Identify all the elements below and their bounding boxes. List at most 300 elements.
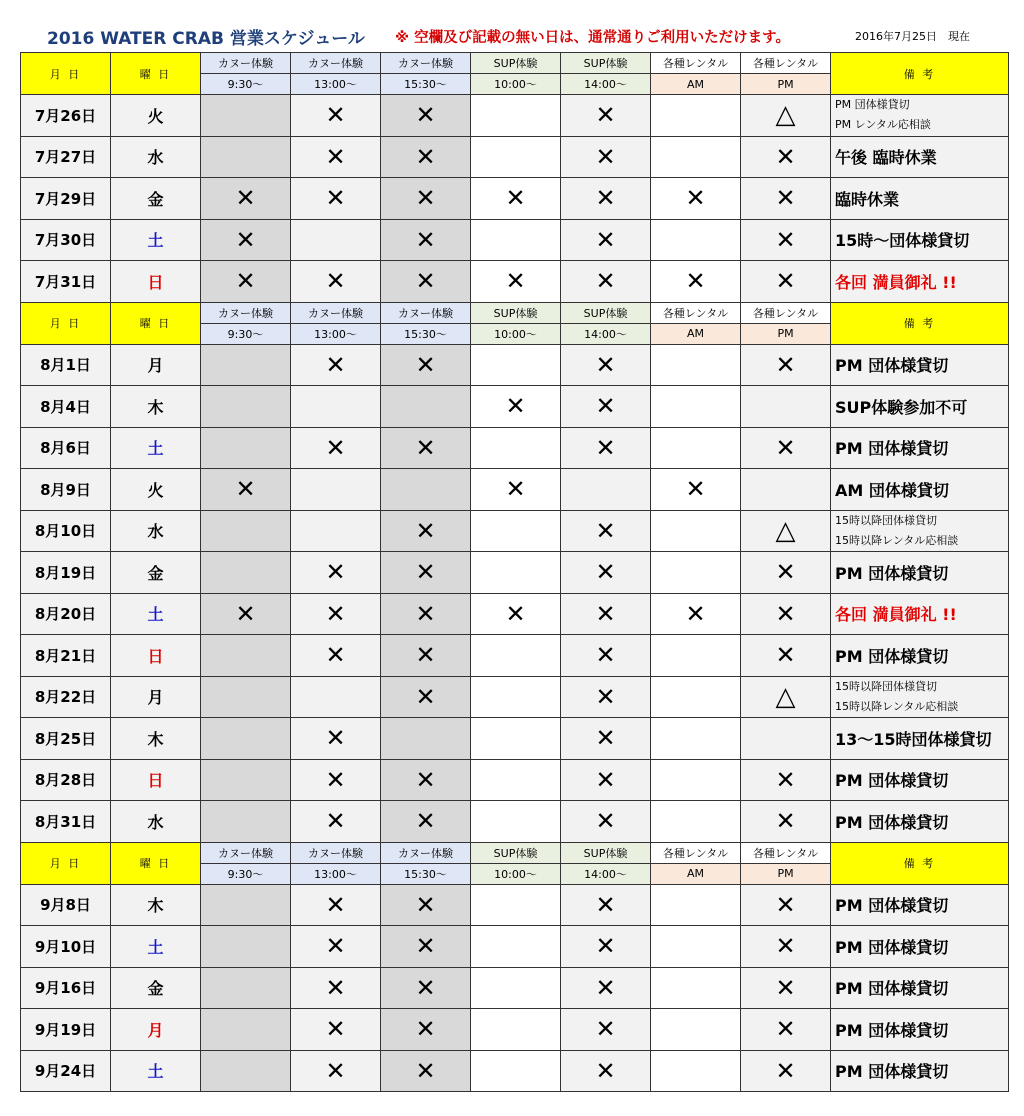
notice-text: ※ 空欄及び記載の無い日は、通常通りご利用いただけます。 bbox=[395, 30, 790, 46]
availability-cell bbox=[201, 344, 291, 386]
availability-cell bbox=[291, 136, 381, 178]
header-activity-name: 各種レンタル bbox=[651, 302, 741, 323]
unavailable-x-icon: ✕ bbox=[325, 142, 346, 171]
header-remarks: 備 考 bbox=[831, 53, 1009, 95]
header-activity-name: SUP体験 bbox=[561, 53, 651, 74]
row-date: 8月9日 bbox=[21, 469, 111, 511]
unavailable-x-icon: ✕ bbox=[595, 350, 616, 379]
availability-cell bbox=[471, 676, 561, 718]
remark-line: 13～15時団体様貸切 bbox=[835, 729, 992, 749]
availability-cell bbox=[201, 1009, 291, 1051]
row-remark bbox=[831, 510, 1009, 552]
unavailable-x-icon: ✕ bbox=[595, 641, 616, 670]
availability-cell bbox=[201, 718, 291, 760]
availability-cell bbox=[471, 261, 561, 303]
unavailable-x-icon: ✕ bbox=[325, 932, 346, 961]
row-remark bbox=[831, 261, 1009, 303]
availability-cell bbox=[201, 1050, 291, 1092]
unavailable-x-icon: ✕ bbox=[325, 973, 346, 1002]
availability-cell bbox=[381, 718, 471, 760]
row-remark bbox=[831, 95, 1009, 137]
availability-cell bbox=[471, 718, 561, 760]
unavailable-x-icon: ✕ bbox=[775, 1015, 796, 1044]
header-activity-name: カヌー体験 bbox=[201, 53, 291, 74]
unavailable-x-icon: ✕ bbox=[775, 765, 796, 794]
availability-cell bbox=[651, 510, 741, 552]
availability-cell bbox=[471, 178, 561, 220]
header-activity-name: SUP体験 bbox=[471, 842, 561, 863]
availability-cell bbox=[471, 510, 561, 552]
availability-cell bbox=[381, 884, 471, 926]
header-activity-name: 各種レンタル bbox=[651, 53, 741, 74]
remark-line: 15時～団体様貸切 bbox=[835, 231, 970, 251]
availability-cell bbox=[651, 718, 741, 760]
unavailable-x-icon: ✕ bbox=[325, 267, 346, 296]
unavailable-x-icon: ✕ bbox=[595, 599, 616, 628]
row-day-of-week: 日 bbox=[111, 635, 201, 677]
availability-cell bbox=[201, 427, 291, 469]
availability-cell bbox=[651, 552, 741, 594]
availability-cell bbox=[741, 510, 831, 552]
unavailable-x-icon: ✕ bbox=[325, 599, 346, 628]
availability-cell bbox=[741, 219, 831, 261]
header-date: 月 日 bbox=[21, 302, 111, 344]
row-remark bbox=[831, 136, 1009, 178]
availability-cell bbox=[561, 926, 651, 968]
availability-cell bbox=[201, 469, 291, 511]
header-activity-name: 各種レンタル bbox=[741, 53, 831, 74]
header-activity-name: SUP体験 bbox=[471, 53, 561, 74]
availability-cell bbox=[741, 801, 831, 843]
unavailable-x-icon: ✕ bbox=[775, 973, 796, 1002]
row-date: 7月29日 bbox=[21, 178, 111, 220]
row-date: 8月25日 bbox=[21, 718, 111, 760]
remark-line: SUP体験参加不可 bbox=[835, 397, 968, 417]
row-day-of-week: 金 bbox=[111, 967, 201, 1009]
schedule-row bbox=[21, 635, 1009, 677]
limited-triangle-icon: △ bbox=[775, 515, 796, 546]
header-activity-name: 各種レンタル bbox=[651, 842, 741, 863]
availability-cell bbox=[291, 759, 381, 801]
availability-cell bbox=[471, 759, 561, 801]
remark-line: PM 団体様貸切 bbox=[835, 1020, 949, 1040]
schedule-row bbox=[21, 926, 1009, 968]
unavailable-x-icon: ✕ bbox=[685, 599, 706, 628]
remark-line: PM 団体様貸切 bbox=[835, 896, 949, 916]
header-activity-name: カヌー体験 bbox=[201, 842, 291, 863]
unavailable-x-icon: ✕ bbox=[505, 475, 526, 504]
availability-cell bbox=[201, 884, 291, 926]
row-day-of-week: 月 bbox=[111, 676, 201, 718]
availability-cell bbox=[651, 884, 741, 926]
header-activity-name: SUP体験 bbox=[561, 842, 651, 863]
unavailable-x-icon: ✕ bbox=[325, 641, 346, 670]
unavailable-x-icon: ✕ bbox=[775, 142, 796, 171]
row-day-of-week: 月 bbox=[111, 1009, 201, 1051]
availability-cell bbox=[741, 552, 831, 594]
availability-cell bbox=[201, 676, 291, 718]
availability-cell bbox=[291, 552, 381, 594]
availability-cell bbox=[201, 801, 291, 843]
availability-cell bbox=[201, 261, 291, 303]
remark-line: 各回 満員御礼 !! bbox=[835, 272, 957, 292]
unavailable-x-icon: ✕ bbox=[505, 184, 526, 213]
remark-line: PM 団体様貸切 bbox=[835, 771, 949, 791]
unavailable-x-icon: ✕ bbox=[415, 350, 436, 379]
unavailable-x-icon: ✕ bbox=[415, 558, 436, 587]
availability-cell bbox=[651, 219, 741, 261]
unavailable-x-icon: ✕ bbox=[595, 225, 616, 254]
availability-cell bbox=[291, 884, 381, 926]
unavailable-x-icon: ✕ bbox=[595, 1015, 616, 1044]
header-activity-name: SUP体験 bbox=[471, 302, 561, 323]
row-day-of-week: 木 bbox=[111, 718, 201, 760]
availability-cell bbox=[741, 1009, 831, 1051]
row-date: 8月20日 bbox=[21, 593, 111, 635]
row-remark bbox=[831, 593, 1009, 635]
row-date: 8月22日 bbox=[21, 676, 111, 718]
schedule-row bbox=[21, 469, 1009, 511]
availability-cell bbox=[561, 178, 651, 220]
schedule-row bbox=[21, 801, 1009, 843]
header-activity-time: 14:00～ bbox=[561, 863, 651, 884]
remark-line: 15時以降団体様貸切 bbox=[835, 513, 937, 527]
availability-cell bbox=[651, 1050, 741, 1092]
header-activity-time: AM bbox=[651, 863, 741, 884]
limited-triangle-icon: △ bbox=[775, 100, 796, 131]
availability-cell bbox=[471, 469, 561, 511]
unavailable-x-icon: ✕ bbox=[505, 267, 526, 296]
header-activity-time: AM bbox=[651, 74, 741, 95]
row-remark bbox=[831, 635, 1009, 677]
row-day-of-week: 土 bbox=[111, 926, 201, 968]
schedule-row bbox=[21, 178, 1009, 220]
availability-cell bbox=[651, 386, 741, 428]
availability-cell bbox=[291, 178, 381, 220]
availability-cell bbox=[291, 718, 381, 760]
remark-line: PM 団体様貸切 bbox=[835, 979, 949, 999]
row-remark bbox=[831, 801, 1009, 843]
availability-cell bbox=[201, 759, 291, 801]
availability-cell bbox=[651, 926, 741, 968]
availability-cell bbox=[381, 219, 471, 261]
availability-cell bbox=[651, 676, 741, 718]
availability-cell bbox=[291, 967, 381, 1009]
availability-cell bbox=[651, 95, 741, 137]
unavailable-x-icon: ✕ bbox=[325, 1056, 346, 1085]
unavailable-x-icon: ✕ bbox=[595, 890, 616, 919]
availability-cell bbox=[741, 136, 831, 178]
availability-cell bbox=[651, 967, 741, 1009]
schedule-row bbox=[21, 386, 1009, 428]
availability-cell bbox=[651, 261, 741, 303]
availability-cell bbox=[291, 635, 381, 677]
unavailable-x-icon: ✕ bbox=[415, 932, 436, 961]
row-remark bbox=[831, 344, 1009, 386]
remark-line: PM 団体様貸切 bbox=[835, 563, 949, 583]
availability-cell bbox=[741, 967, 831, 1009]
header-row-activities bbox=[21, 302, 1009, 323]
header-row-activities bbox=[21, 53, 1009, 74]
header-activity-name: カヌー体験 bbox=[291, 842, 381, 863]
availability-cell bbox=[471, 884, 561, 926]
availability-cell bbox=[471, 552, 561, 594]
unavailable-x-icon: ✕ bbox=[595, 516, 616, 545]
row-date: 8月21日 bbox=[21, 635, 111, 677]
schedule-row bbox=[21, 676, 1009, 718]
row-remark bbox=[831, 386, 1009, 428]
row-day-of-week: 土 bbox=[111, 593, 201, 635]
availability-cell bbox=[561, 1009, 651, 1051]
header-day-of-week: 曜 日 bbox=[111, 53, 201, 95]
unavailable-x-icon: ✕ bbox=[415, 267, 436, 296]
availability-cell bbox=[291, 676, 381, 718]
header-activity-time: 13:00～ bbox=[291, 863, 381, 884]
row-remark bbox=[831, 178, 1009, 220]
availability-cell bbox=[381, 926, 471, 968]
row-day-of-week: 土 bbox=[111, 1050, 201, 1092]
header-activity-name: SUP体験 bbox=[561, 302, 651, 323]
schedule-row bbox=[21, 510, 1009, 552]
availability-cell bbox=[201, 95, 291, 137]
header-date: 月 日 bbox=[21, 842, 111, 884]
availability-cell bbox=[471, 635, 561, 677]
unavailable-x-icon: ✕ bbox=[325, 433, 346, 462]
row-remark bbox=[831, 926, 1009, 968]
header-activity-time: 9:30～ bbox=[201, 74, 291, 95]
unavailable-x-icon: ✕ bbox=[235, 267, 256, 296]
row-day-of-week: 水 bbox=[111, 801, 201, 843]
unavailable-x-icon: ✕ bbox=[775, 267, 796, 296]
unavailable-x-icon: ✕ bbox=[235, 225, 256, 254]
availability-cell bbox=[381, 1050, 471, 1092]
unavailable-x-icon: ✕ bbox=[325, 101, 346, 130]
row-date: 9月19日 bbox=[21, 1009, 111, 1051]
header-day-of-week: 曜 日 bbox=[111, 842, 201, 884]
unavailable-x-icon: ✕ bbox=[325, 350, 346, 379]
row-date: 8月19日 bbox=[21, 552, 111, 594]
header-activity-time: 13:00～ bbox=[291, 323, 381, 344]
page-header bbox=[0, 0, 1024, 52]
row-day-of-week: 金 bbox=[111, 178, 201, 220]
unavailable-x-icon: ✕ bbox=[415, 890, 436, 919]
schedule-row bbox=[21, 1050, 1009, 1092]
schedule-row bbox=[21, 261, 1009, 303]
schedule-row bbox=[21, 884, 1009, 926]
remark-line: PM 団体様貸切 bbox=[835, 812, 949, 832]
unavailable-x-icon: ✕ bbox=[595, 682, 616, 711]
availability-cell bbox=[561, 884, 651, 926]
page-title: 2016 WATER CRAB 営業スケジュール bbox=[47, 29, 365, 49]
row-date: 8月10日 bbox=[21, 510, 111, 552]
availability-cell bbox=[651, 136, 741, 178]
row-remark bbox=[831, 219, 1009, 261]
availability-cell bbox=[471, 219, 561, 261]
availability-cell bbox=[471, 95, 561, 137]
unavailable-x-icon: ✕ bbox=[415, 1056, 436, 1085]
availability-cell bbox=[381, 552, 471, 594]
row-day-of-week: 火 bbox=[111, 95, 201, 137]
unavailable-x-icon: ✕ bbox=[325, 890, 346, 919]
unavailable-x-icon: ✕ bbox=[415, 225, 436, 254]
row-remark bbox=[831, 427, 1009, 469]
availability-cell bbox=[561, 552, 651, 594]
availability-cell bbox=[741, 676, 831, 718]
unavailable-x-icon: ✕ bbox=[775, 890, 796, 919]
row-date: 7月27日 bbox=[21, 136, 111, 178]
remark-line: 午後 臨時休業 bbox=[835, 148, 937, 168]
availability-cell bbox=[651, 344, 741, 386]
availability-cell bbox=[561, 676, 651, 718]
unavailable-x-icon: ✕ bbox=[415, 184, 436, 213]
availability-cell bbox=[381, 967, 471, 1009]
unavailable-x-icon: ✕ bbox=[775, 1056, 796, 1085]
header-day-of-week: 曜 日 bbox=[111, 302, 201, 344]
unavailable-x-icon: ✕ bbox=[415, 142, 436, 171]
availability-cell bbox=[291, 1050, 381, 1092]
schedule-row bbox=[21, 344, 1009, 386]
row-day-of-week: 月 bbox=[111, 344, 201, 386]
unavailable-x-icon: ✕ bbox=[775, 350, 796, 379]
header-activity-name: カヌー体験 bbox=[201, 302, 291, 323]
unavailable-x-icon: ✕ bbox=[415, 807, 436, 836]
header-activity-time: 9:30～ bbox=[201, 863, 291, 884]
remark-line: AM 団体様貸切 bbox=[835, 480, 949, 500]
availability-cell bbox=[381, 593, 471, 635]
availability-cell bbox=[741, 261, 831, 303]
availability-cell bbox=[201, 510, 291, 552]
row-date: 8月31日 bbox=[21, 801, 111, 843]
remark-line: PM 団体様貸切 bbox=[835, 937, 949, 957]
header-activity-name: カヌー体験 bbox=[381, 302, 471, 323]
row-date: 9月8日 bbox=[21, 884, 111, 926]
availability-cell bbox=[201, 136, 291, 178]
header-activity-time: PM bbox=[741, 74, 831, 95]
header-row-activities bbox=[21, 842, 1009, 863]
availability-cell bbox=[561, 344, 651, 386]
header-activity-time: 10:00～ bbox=[471, 863, 561, 884]
availability-cell bbox=[561, 95, 651, 137]
unavailable-x-icon: ✕ bbox=[235, 184, 256, 213]
availability-cell bbox=[381, 759, 471, 801]
availability-cell bbox=[741, 1050, 831, 1092]
availability-cell bbox=[291, 926, 381, 968]
header-activity-name: カヌー体験 bbox=[291, 302, 381, 323]
availability-cell bbox=[741, 427, 831, 469]
unavailable-x-icon: ✕ bbox=[595, 765, 616, 794]
header-activity-name: カヌー体験 bbox=[291, 53, 381, 74]
availability-cell bbox=[381, 1009, 471, 1051]
availability-cell bbox=[561, 718, 651, 760]
row-remark bbox=[831, 552, 1009, 594]
header-activity-time: 10:00～ bbox=[471, 74, 561, 95]
availability-cell bbox=[471, 427, 561, 469]
row-day-of-week: 日 bbox=[111, 759, 201, 801]
header-activity-time: 14:00～ bbox=[561, 74, 651, 95]
header-activity-time: PM bbox=[741, 863, 831, 884]
header-activity-time: 14:00～ bbox=[561, 323, 651, 344]
remark-line: 15時以降レンタル応相談 bbox=[835, 699, 959, 713]
schedule-row bbox=[21, 967, 1009, 1009]
row-date: 7月31日 bbox=[21, 261, 111, 303]
availability-cell bbox=[651, 759, 741, 801]
availability-cell bbox=[291, 593, 381, 635]
availability-cell bbox=[561, 593, 651, 635]
row-day-of-week: 日 bbox=[111, 261, 201, 303]
availability-cell bbox=[561, 1050, 651, 1092]
unavailable-x-icon: ✕ bbox=[415, 973, 436, 1002]
unavailable-x-icon: ✕ bbox=[505, 599, 526, 628]
availability-cell bbox=[381, 386, 471, 428]
row-date: 9月16日 bbox=[21, 967, 111, 1009]
unavailable-x-icon: ✕ bbox=[325, 807, 346, 836]
unavailable-x-icon: ✕ bbox=[685, 184, 706, 213]
availability-cell bbox=[291, 1009, 381, 1051]
remark-line: PM 団体様貸切 bbox=[835, 98, 910, 112]
unavailable-x-icon: ✕ bbox=[595, 932, 616, 961]
row-date: 9月24日 bbox=[21, 1050, 111, 1092]
header-activity-name: 各種レンタル bbox=[741, 842, 831, 863]
header-activity-time: 15:30～ bbox=[381, 863, 471, 884]
availability-cell bbox=[741, 759, 831, 801]
availability-cell bbox=[561, 261, 651, 303]
remark-line: PM 団体様貸切 bbox=[835, 356, 949, 376]
unavailable-x-icon: ✕ bbox=[775, 807, 796, 836]
unavailable-x-icon: ✕ bbox=[415, 1015, 436, 1044]
availability-cell bbox=[561, 510, 651, 552]
header-activity-time: 10:00～ bbox=[471, 323, 561, 344]
availability-cell bbox=[201, 178, 291, 220]
unavailable-x-icon: ✕ bbox=[775, 225, 796, 254]
unavailable-x-icon: ✕ bbox=[775, 599, 796, 628]
availability-cell bbox=[291, 386, 381, 428]
availability-cell bbox=[291, 261, 381, 303]
remark-line: PM 団体様貸切 bbox=[835, 439, 949, 459]
limited-triangle-icon: △ bbox=[775, 681, 796, 712]
availability-cell bbox=[471, 926, 561, 968]
availability-cell bbox=[651, 635, 741, 677]
row-day-of-week: 土 bbox=[111, 219, 201, 261]
row-remark bbox=[831, 718, 1009, 760]
unavailable-x-icon: ✕ bbox=[595, 558, 616, 587]
availability-cell bbox=[561, 801, 651, 843]
row-remark bbox=[831, 884, 1009, 926]
row-day-of-week: 水 bbox=[111, 136, 201, 178]
row-day-of-week: 木 bbox=[111, 386, 201, 428]
availability-cell bbox=[201, 926, 291, 968]
remark-line: 各回 満員御礼 !! bbox=[835, 605, 957, 625]
unavailable-x-icon: ✕ bbox=[325, 765, 346, 794]
row-day-of-week: 金 bbox=[111, 552, 201, 594]
availability-cell bbox=[381, 261, 471, 303]
schedule-table bbox=[20, 52, 1009, 1092]
schedule-row bbox=[21, 427, 1009, 469]
unavailable-x-icon: ✕ bbox=[415, 765, 436, 794]
availability-cell bbox=[471, 1009, 561, 1051]
unavailable-x-icon: ✕ bbox=[235, 475, 256, 504]
schedule-row bbox=[21, 219, 1009, 261]
header-activity-time: 15:30～ bbox=[381, 323, 471, 344]
availability-cell bbox=[381, 510, 471, 552]
availability-cell bbox=[561, 469, 651, 511]
schedule-row bbox=[21, 718, 1009, 760]
header-date: 月 日 bbox=[21, 53, 111, 95]
row-date: 8月1日 bbox=[21, 344, 111, 386]
unavailable-x-icon: ✕ bbox=[775, 558, 796, 587]
availability-cell bbox=[201, 386, 291, 428]
availability-cell bbox=[651, 593, 741, 635]
availability-cell bbox=[561, 219, 651, 261]
